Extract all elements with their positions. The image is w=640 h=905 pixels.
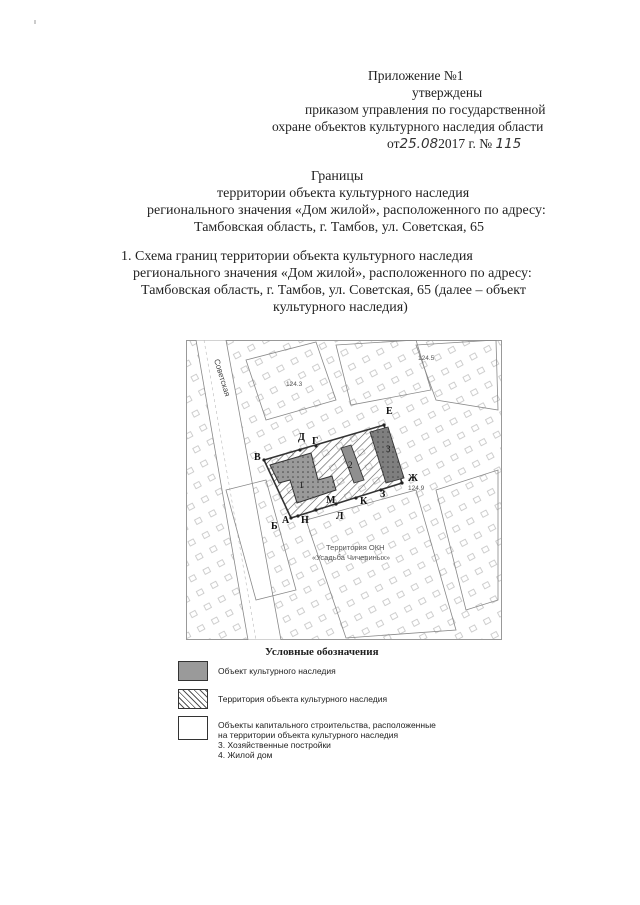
legend-title: Условные обозначения <box>265 646 379 658</box>
boundary-scheme-map <box>186 340 502 640</box>
point-label-g: Г <box>312 436 319 447</box>
okn-neighbor-label-2: «Усадьба Чичериных» <box>312 553 391 562</box>
point-label-z: З <box>380 489 386 500</box>
legend-swatch-territory <box>178 689 208 709</box>
approved-label: утверждены <box>412 85 483 100</box>
scan-margin-mark <box>34 20 36 24</box>
legend-swatch-capital-objects <box>178 716 208 740</box>
date-handwritten: 25.08 <box>399 136 439 152</box>
section1-line-3: Тамбовская область, г. Тамбов, ул. Советская, 65 (далее – объект <box>141 283 526 298</box>
point-label-l: Л <box>336 511 344 522</box>
building-label-3: 3 <box>386 444 391 454</box>
point-label-d: Д <box>298 432 305 443</box>
section1-line-1: 1. Схема границ территории объекта культурного наследия <box>121 249 473 264</box>
legend-item-capital-objects-4: 4. Жилой дом <box>218 750 273 760</box>
order-date-line <box>387 136 521 152</box>
elevation-label-1: 124.3 <box>286 381 303 388</box>
building-label-2: 2 <box>348 460 353 470</box>
date-suffix: 2017 г. № <box>438 136 493 151</box>
legend-swatch-okn <box>178 661 208 681</box>
point-label-zh: Ж <box>408 473 418 484</box>
legend-item-capital-objects-2: на территории объекта культурного наследия <box>218 730 399 740</box>
okn-neighbor-label-1: Территория ОКН <box>326 543 385 552</box>
date-prefix: от <box>387 136 400 151</box>
point-label-v: В <box>254 452 261 463</box>
title-line-2: территории объекта культурного наследия <box>217 186 470 201</box>
legend-item-okn: Объект культурного наследия <box>218 666 336 676</box>
elevation-label-3: 124.5 <box>418 355 435 362</box>
elevation-label-2: 124.9 <box>408 485 425 492</box>
point-label-b: Б <box>271 521 278 532</box>
order-line-1: приказом управления по государственной <box>305 102 546 117</box>
legend-item-capital-objects-3: 3. Хозяйственные постройки <box>218 740 331 750</box>
point-label-e: Е <box>386 406 393 417</box>
order-line-2: охране объектов культурного наследия области <box>272 119 544 134</box>
section1-line-4: культурного наследия) <box>273 300 408 315</box>
title-borders: Границы <box>311 169 364 184</box>
section1-line-2: регионального значения «Дом жилой», расположенного по адресу: <box>133 266 532 281</box>
title-line-4: Тамбовская область, г. Тамбов, ул. Советская, 65 <box>194 220 484 235</box>
point-label-n: Н <box>301 515 309 526</box>
point-label-k: К <box>360 496 368 507</box>
legend-item-capital-objects-1: Объекты капитального строительства, расположенные <box>218 720 436 730</box>
street-label: Советская <box>212 357 232 398</box>
point-label-m: М <box>326 495 336 506</box>
order-number-handwritten: 115 <box>495 136 522 152</box>
point-label-a: А <box>282 515 290 526</box>
legend-item-territory: Территория объекта культурного наследия <box>218 694 388 704</box>
appendix-number: Приложение №1 <box>368 68 464 83</box>
title-line-3: регионального значения «Дом жилой», расположенного по адресу: <box>147 203 546 218</box>
building-label-1: 1 <box>299 480 304 490</box>
